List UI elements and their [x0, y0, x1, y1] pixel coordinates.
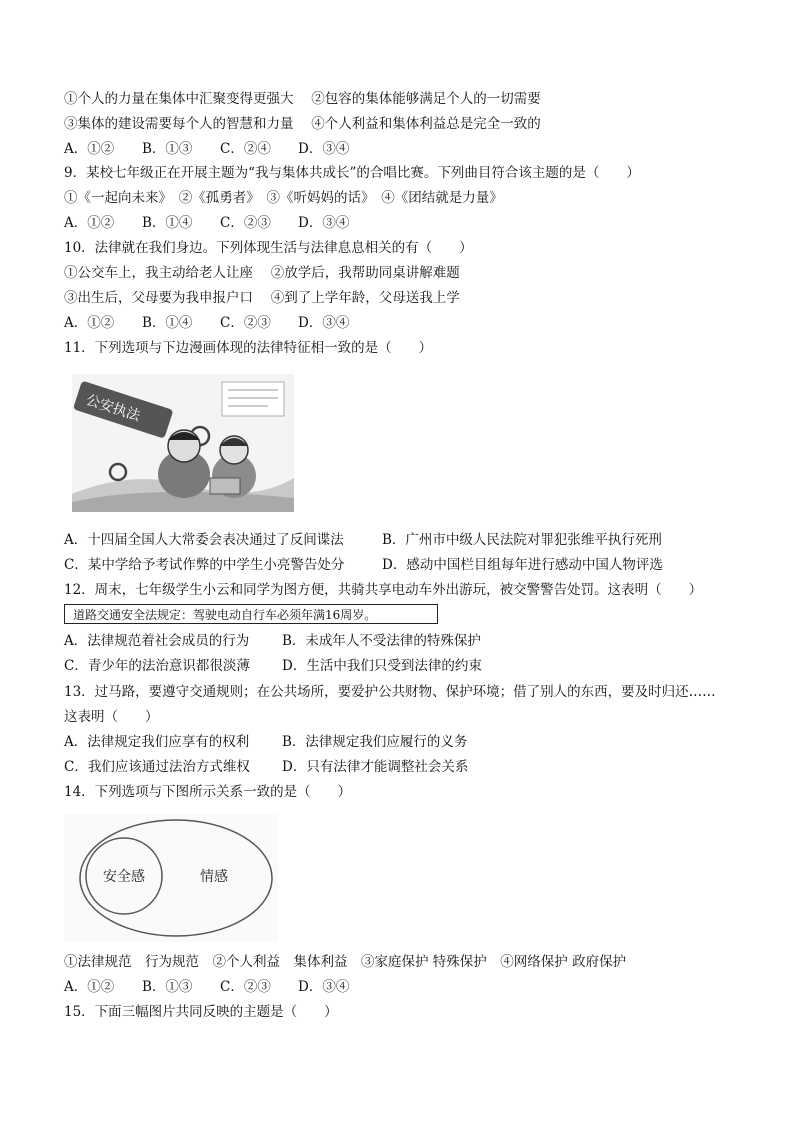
q12-options-row2 [64, 657, 482, 675]
q13-options-row2 [64, 758, 468, 776]
q12-stem: 12．周末，七年级学生小云和同学为图方便，共骑共享电动车外出游玩，被交警警告处罚。这表明（ ） [64, 582, 703, 598]
q13-option-c[interactable]: C．我们应该通过法治方式维权 [64, 759, 250, 775]
q8-items-line1: ①个人的力量在集体中汇聚变得更强大 ②包容的集体能够满足个人的一切需要 [64, 91, 541, 107]
q10-stem: 10．法律就在我们身边。下列体现生活与法律息息相关的有（ ） [64, 240, 473, 256]
q8-items-line2: ③集体的建设需要每个人的智慧和力量 ④个人利益和集体利益总是完全一致的 [64, 116, 541, 132]
q13-stem-line1: 13．过马路，要遵守交通规则；在公共场所，要爱护公共财物、保护环境；借了别人的东西，要及时归还…… [64, 684, 716, 700]
q14-option-d[interactable]: D．③④ [298, 979, 350, 995]
q9-items: ①《一起向未来》 ②《孤勇者》 ③《听妈妈的话》 ④《团结就是力量》 [64, 190, 503, 206]
q8-option-a[interactable]: A．①② [64, 141, 115, 157]
q11-option-c[interactable]: C．某中学给予考试作弊的中学生小亮警告处分 [64, 557, 345, 573]
q15-stem: 15．下面三幅图片共同反映的主题是（ ） [64, 1004, 338, 1020]
q12-law-note-box: 道路交通安全法规定：驾驶电动自行车必须年满16周岁。 [64, 604, 438, 624]
q12-option-c[interactable]: C．青少年的法治意识都很淡薄 [64, 658, 250, 674]
q11-option-a[interactable]: A．十四届全国人大常委会表决通过了反间谍法 [64, 532, 344, 548]
q13-stem-line2: 这表明（ ） [64, 709, 159, 725]
q9-option-b[interactable]: B．①④ [142, 215, 193, 231]
q14-items: ①法律规范 行为规范 ②个人利益 集体利益 ③家庭保护 特殊保护 ④网络保护 政府保护 [64, 954, 627, 970]
q8-option-d[interactable]: D．③④ [298, 141, 350, 157]
q10-items-line2: ③出生后，父母要为我申报户口 ④到了上学年龄，父母送我上学 [64, 290, 460, 306]
q14-stem: 14．下列选项与下图所示关系一致的是（ ） [64, 784, 352, 800]
cartoon-sign-text: 公安执法 [83, 392, 143, 425]
q8-options [64, 140, 376, 158]
q14-option-a[interactable]: A．①② [64, 979, 115, 995]
q13-option-a[interactable]: A．法律规定我们应享有的权利 [64, 734, 250, 750]
venn-outer-label: 情感 [200, 869, 228, 885]
q12-option-a[interactable]: A．法律规范着社会成员的行为 [64, 633, 250, 649]
q13-options-row1 [64, 733, 467, 751]
q9-stem: 9．某校七年级正在开展主题为“我与集体共成长”的合唱比赛。下列曲目符合该主题的是（ ） [64, 165, 640, 181]
q9-option-d[interactable]: D．③④ [298, 215, 350, 231]
q10-option-d[interactable]: D．③④ [298, 315, 350, 331]
q14-options [64, 978, 376, 996]
q10-items-line1: ①公交车上，我主动给老人让座 ②放学后，我帮助同桌讲解难题 [64, 265, 460, 281]
q14-option-b[interactable]: B．①③ [142, 979, 193, 995]
q9-option-a[interactable]: A．①② [64, 215, 115, 231]
q10-option-a[interactable]: A．①② [64, 315, 115, 331]
q10-option-c[interactable]: C．②③ [220, 315, 271, 331]
q11-option-b[interactable]: B．广州市中级人民法院对罪犯张维平执行死刑 [382, 532, 662, 548]
law-enforcement-cartoon [72, 374, 294, 512]
q10-option-b[interactable]: B．①④ [142, 315, 193, 331]
venn-inner-label: 安全感 [103, 869, 145, 885]
q9-option-c[interactable]: C．②③ [220, 215, 271, 231]
q10-options [64, 314, 376, 332]
q13-option-b[interactable]: B．法律规定我们应履行的义务 [282, 734, 468, 750]
q12-option-d[interactable]: D．生活中我们只受到法律的约束 [282, 658, 482, 674]
q9-options [64, 214, 376, 232]
q13-option-d[interactable]: D．只有法律才能调整社会关系 [282, 759, 469, 775]
q12-options-row1 [64, 632, 481, 650]
q8-option-c[interactable]: C．②④ [220, 141, 271, 157]
q11-options-row2 [64, 556, 663, 574]
q14-option-c[interactable]: C．②③ [220, 979, 271, 995]
q11-stem: 11．下列选项与下边漫画体现的法律特征相一致的是（ ） [64, 340, 433, 356]
q8-option-b[interactable]: B．①③ [142, 141, 193, 157]
venn-diagram [64, 814, 278, 942]
q11-options-row1 [64, 531, 662, 549]
q11-option-d[interactable]: D．感动中国栏目组每年进行感动中国人物评选 [382, 557, 663, 573]
q12-option-b[interactable]: B．未成年人不受法律的特殊保护 [282, 633, 481, 649]
